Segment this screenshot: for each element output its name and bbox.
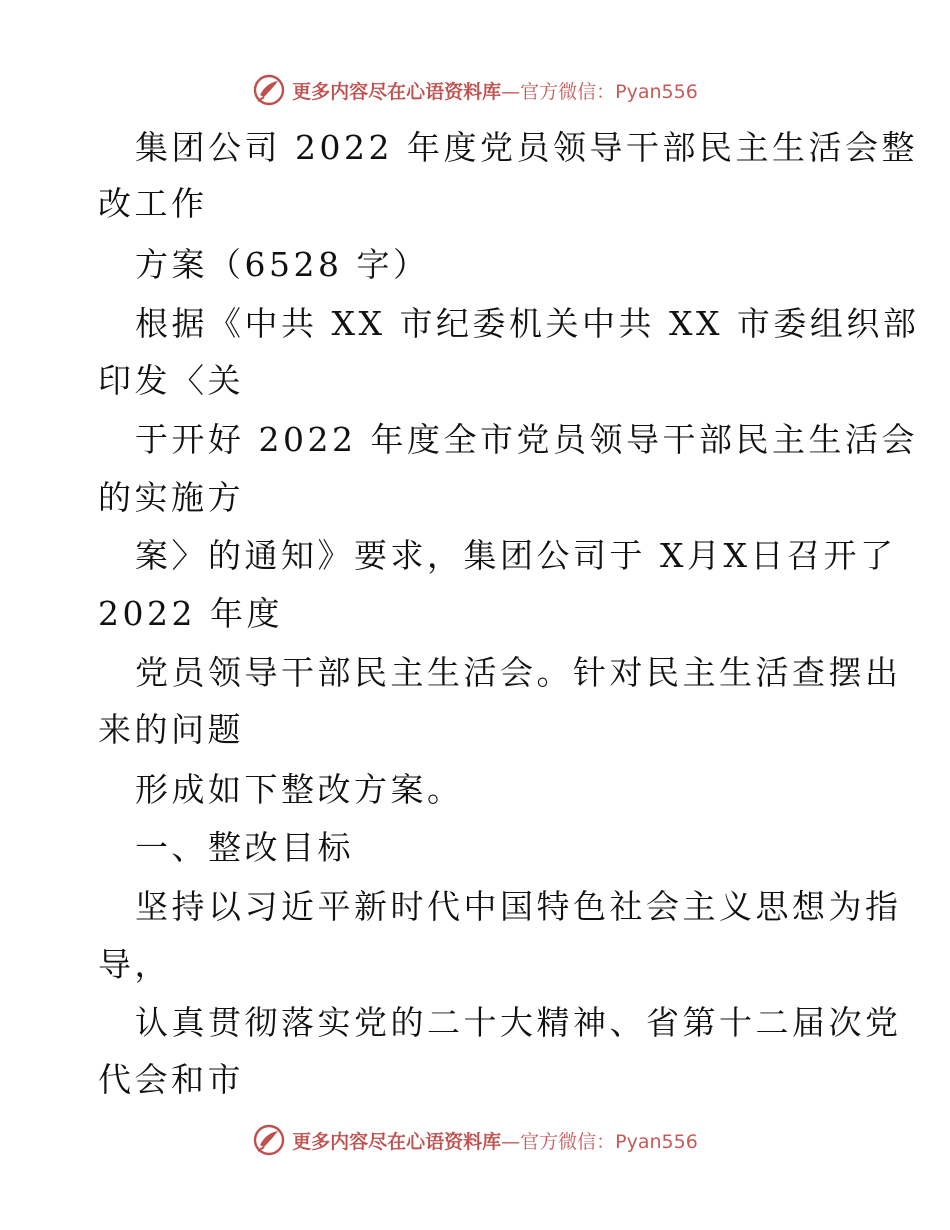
pen-logo-icon xyxy=(252,1123,286,1157)
doc-line: 方案（6528 字） xyxy=(135,245,430,284)
footer-watermark xyxy=(0,1122,950,1158)
doc-line: 于开好 2022 年度全市党员领导干部民主生活会 xyxy=(135,420,918,459)
doc-line: 案〉的通知》要求，集团公司于 X月X日召开了 xyxy=(135,536,897,575)
doc-line: 的实施方 xyxy=(98,478,244,517)
doc-line: 认真贯彻落实党的二十大精神、省第十二届次党 xyxy=(135,1003,902,1042)
doc-line: 导， xyxy=(98,945,171,984)
doc-line: 代会和市 xyxy=(98,1060,244,1099)
doc-line: 形成如下整改方案。 xyxy=(135,770,464,809)
watermark-text: 更多内容尽在心语资料库—官方微信：Pyan556 xyxy=(292,80,698,103)
doc-line: 党员领导干部民主生活会。针对民主生活查摆出 xyxy=(135,653,902,692)
header-watermark xyxy=(0,72,950,108)
doc-line: 来的问题 xyxy=(98,710,244,749)
doc-line: 印发〈关 xyxy=(98,361,244,400)
doc-line: 2022 年度 xyxy=(98,594,283,633)
doc-line: 坚持以习近平新时代中国特色社会主义思想为指 xyxy=(135,887,902,926)
section-heading: 一、整改目标 xyxy=(135,828,354,867)
doc-line: 根据《中共 XX 市纪委机关中共 XX 市委组织部 xyxy=(135,304,920,343)
watermark-text: 更多内容尽在心语资料库—官方微信：Pyan556 xyxy=(292,1130,698,1153)
pen-logo-icon xyxy=(252,73,286,107)
doc-line: 改工作 xyxy=(98,184,208,223)
doc-line: 集团公司 2022 年度党员领导干部民主生活会整 xyxy=(135,128,918,167)
